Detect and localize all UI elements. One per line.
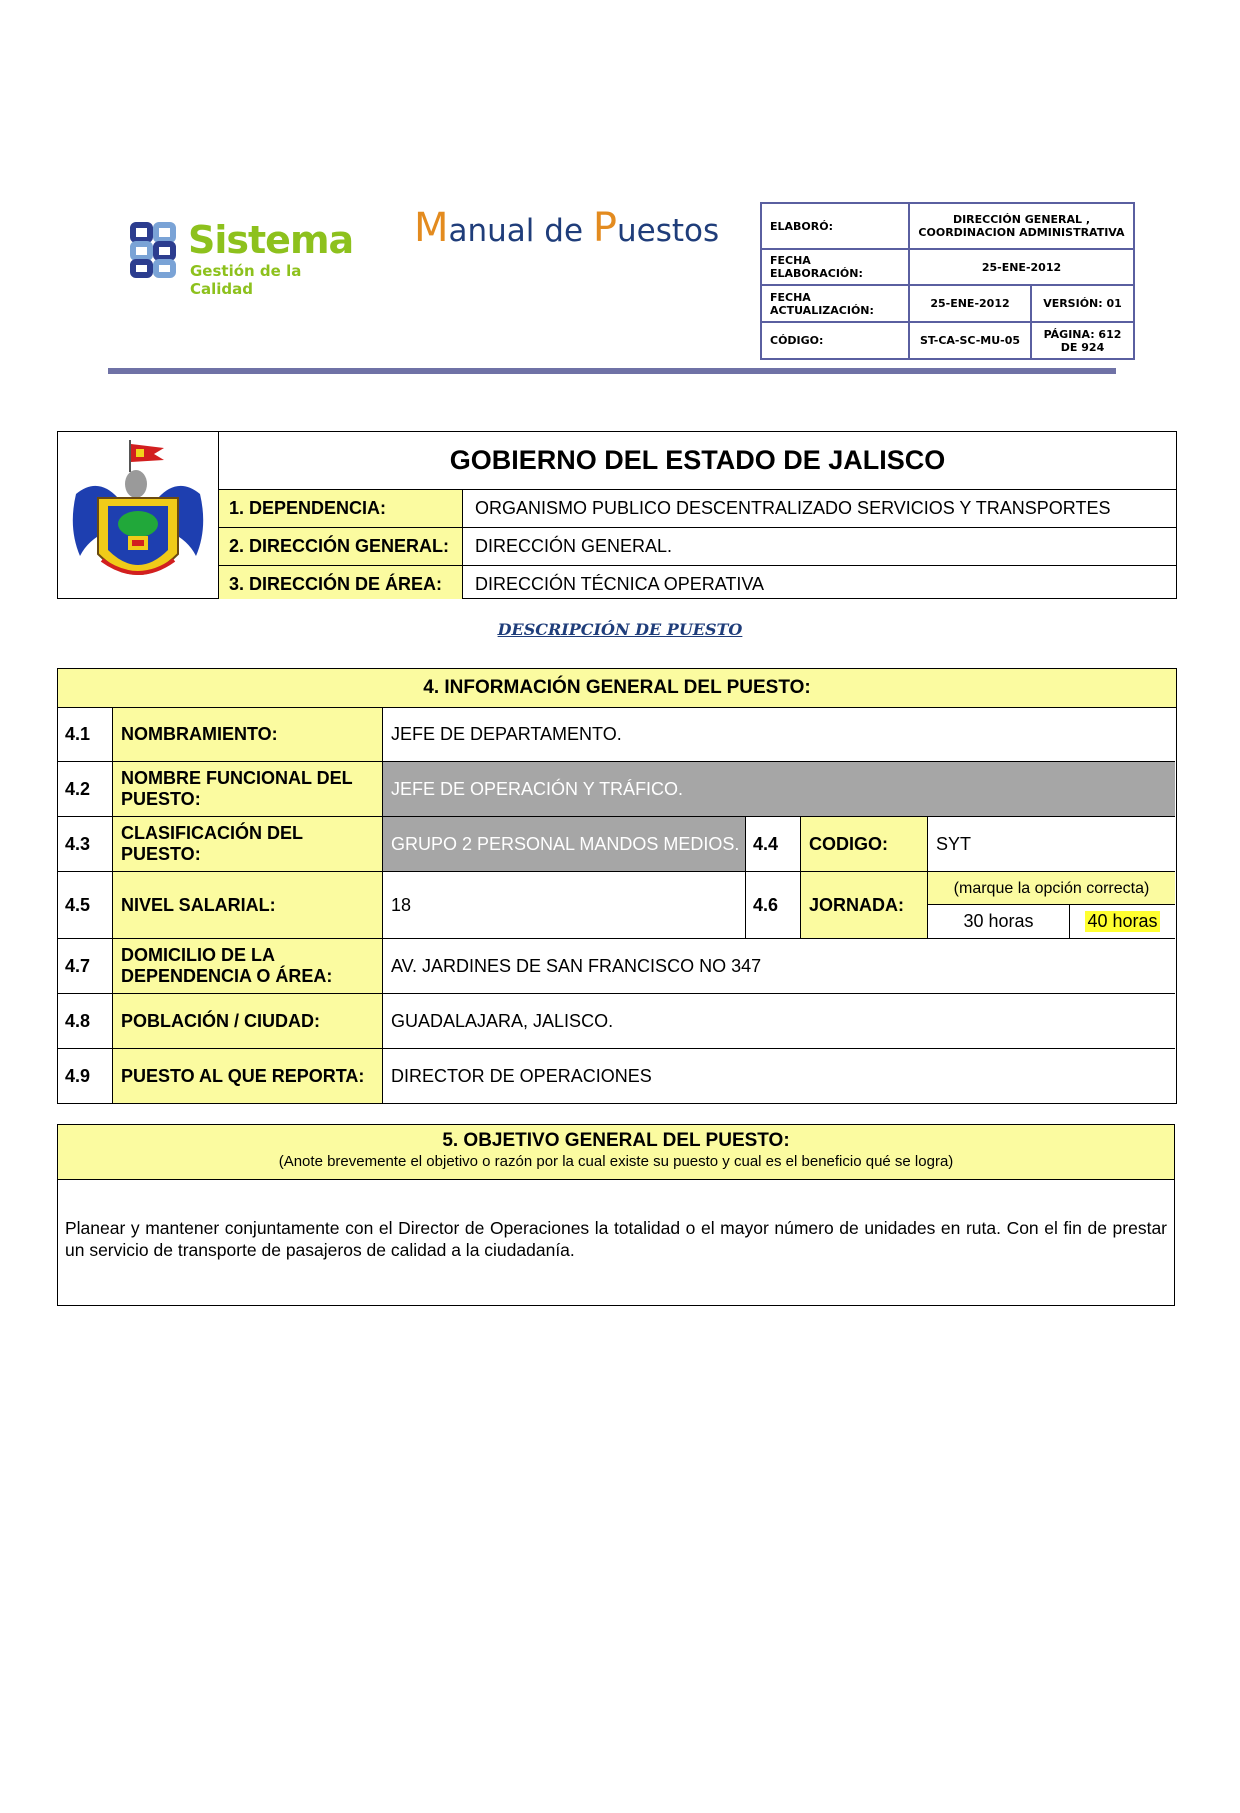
row-4-9-label: PUESTO AL QUE REPORTA:	[112, 1049, 382, 1103]
seccion-5-objetivo-general	[57, 1124, 1175, 1306]
direccion-area-row	[219, 566, 1176, 599]
jornada-option-40-horas	[1069, 905, 1175, 939]
row-4-3-value: GRUPO 2 PERSONAL MANDOS MEDIOS.	[382, 817, 745, 872]
document-meta-table	[760, 202, 1135, 360]
manual-title	[414, 205, 720, 251]
manual-title-cap-m: M	[414, 205, 449, 251]
sistema-logo	[130, 218, 360, 298]
row-4-4-value: SYT	[927, 817, 1175, 872]
seccion-5-title: 5. OBJETIVO GENERAL DEL PUESTO:	[442, 1130, 790, 1151]
seccion-4-title: 4. INFORMACIÓN GENERAL DEL PUESTO:	[58, 669, 1176, 708]
fecha-elaboracion-label: FECHA ELABORACIÓN:	[761, 249, 909, 285]
gobierno-title: GOBIERNO DEL ESTADO DE JALISCO	[219, 432, 1176, 490]
row-4-5-value: 18	[382, 872, 745, 939]
dependencia-label: 1. DEPENDENCIA:	[219, 490, 463, 527]
fecha-elaboracion-value: 25-ENE-2012	[909, 249, 1134, 285]
row-4-7-num: 4.7	[58, 939, 112, 994]
dependencia-row	[219, 490, 1176, 528]
row-4-4-num: 4.4	[745, 817, 800, 872]
elaboro-value: DIRECCIÓN GENERAL , COORDINACION ADMINISTRATIVA	[909, 203, 1134, 249]
row-4-2-value: JEFE DE OPERACIÓN Y TRÁFICO.	[382, 762, 1175, 817]
gobierno-box	[57, 431, 1177, 599]
seccion-5-header	[58, 1125, 1174, 1180]
jornada-selected-option: 40 horas	[1087, 911, 1158, 931]
row-4-8-label: POBLACIÓN / CIUDAD:	[112, 994, 382, 1049]
row-4-5-num: 4.5	[58, 872, 112, 939]
jalisco-coat-of-arms	[68, 436, 208, 594]
objetivo-text: Planear y mantener conjuntamente con el Director de Operaciones la totalidad o el mayor número de unidades en ruta. Con el fin de prestar un servicio de transporte de pasajeros de calidad a la ciudadanía.	[65, 1218, 1167, 1260]
direccion-general-value: DIRECCIÓN GENERAL.	[475, 536, 673, 556]
row-4-3-label: CLASIFICACIÓN DEL PUESTO:	[112, 817, 382, 872]
elaboro-label: ELABORÓ:	[761, 203, 909, 249]
fecha-actualizacion-label: FECHA ACTUALIZACIÓN:	[761, 285, 909, 322]
row-4-6-label: JORNADA:	[800, 872, 927, 939]
fecha-actualizacion-value: 25-ENE-2012	[909, 285, 1031, 322]
row-4-8-num: 4.8	[58, 994, 112, 1049]
header-divider	[108, 368, 1116, 374]
jornada-note: (marque la opción correcta)	[927, 872, 1175, 905]
row-4-1-value: JEFE DE DEPARTAMENTO.	[382, 708, 1175, 762]
row-4-2-label: NOMBRE FUNCIONAL DEL PUESTO:	[112, 762, 382, 817]
row-4-2-num: 4.2	[58, 762, 112, 817]
row-4-9-value: DIRECTOR DE OPERACIONES	[382, 1049, 1175, 1103]
jornada-option-30-horas: 30 horas	[927, 905, 1069, 939]
row-4-3-num: 4.3	[58, 817, 112, 872]
row-4-1-num: 4.1	[58, 708, 112, 762]
descripcion-title: DESCRIPCIÓN DE PUESTO	[497, 620, 743, 639]
row-4-9-num: 4.9	[65, 1065, 91, 1086]
manual-title-part1: anual de	[448, 213, 593, 249]
manual-title-part2: uestos	[617, 213, 720, 249]
direccion-general-row	[219, 528, 1176, 566]
codigo-label: CÓDIGO:	[761, 322, 909, 359]
row-4-4-label: CODIGO:	[800, 817, 927, 872]
row-4-5-label: NIVEL SALARIAL:	[112, 872, 382, 939]
dependencia-value: ORGANISMO PUBLICO DESCENTRALIZADO SERVICIOS Y TRANSPORTES	[475, 498, 1111, 518]
row-4-7-label: DOMICILIO DE LA DEPENDENCIA O ÁREA:	[112, 939, 382, 994]
seccion-4-informacion-general	[57, 668, 1177, 1104]
row-4-1-label: NOMBRAMIENTO:	[112, 708, 382, 762]
crest-cell	[58, 432, 219, 598]
seccion-5-subtitle: (Anote brevemente el objetivo o razón por la cual existe su puesto y cual es el beneficio qué se logra)	[278, 1153, 954, 1170]
direccion-area-label: 3. DIRECCIÓN DE ÁREA:	[219, 566, 463, 599]
pagina-value: PÁGINA: 612 DE 924	[1031, 322, 1134, 359]
direccion-general-label: 2. DIRECCIÓN GENERAL:	[219, 528, 463, 565]
row-4-6-num: 4.6	[745, 872, 800, 939]
direccion-area-value: DIRECCIÓN TÉCNICA OPERATIVA	[475, 574, 765, 594]
version-value: VERSIÓN: 01	[1031, 285, 1134, 322]
row-4-8-value: GUADALAJARA, JALISCO.	[382, 994, 1175, 1049]
sistema-logo-icon	[130, 222, 178, 278]
codigo-value: ST-CA-SC-MU-05	[909, 322, 1031, 359]
manual-title-cap-p: P	[592, 205, 617, 251]
row-4-7-value: AV. JARDINES DE SAN FRANCISCO NO 347	[382, 939, 1175, 994]
logo-title: Sistema	[188, 218, 354, 262]
logo-subtitle: Gestión de la Calidad	[190, 262, 302, 298]
